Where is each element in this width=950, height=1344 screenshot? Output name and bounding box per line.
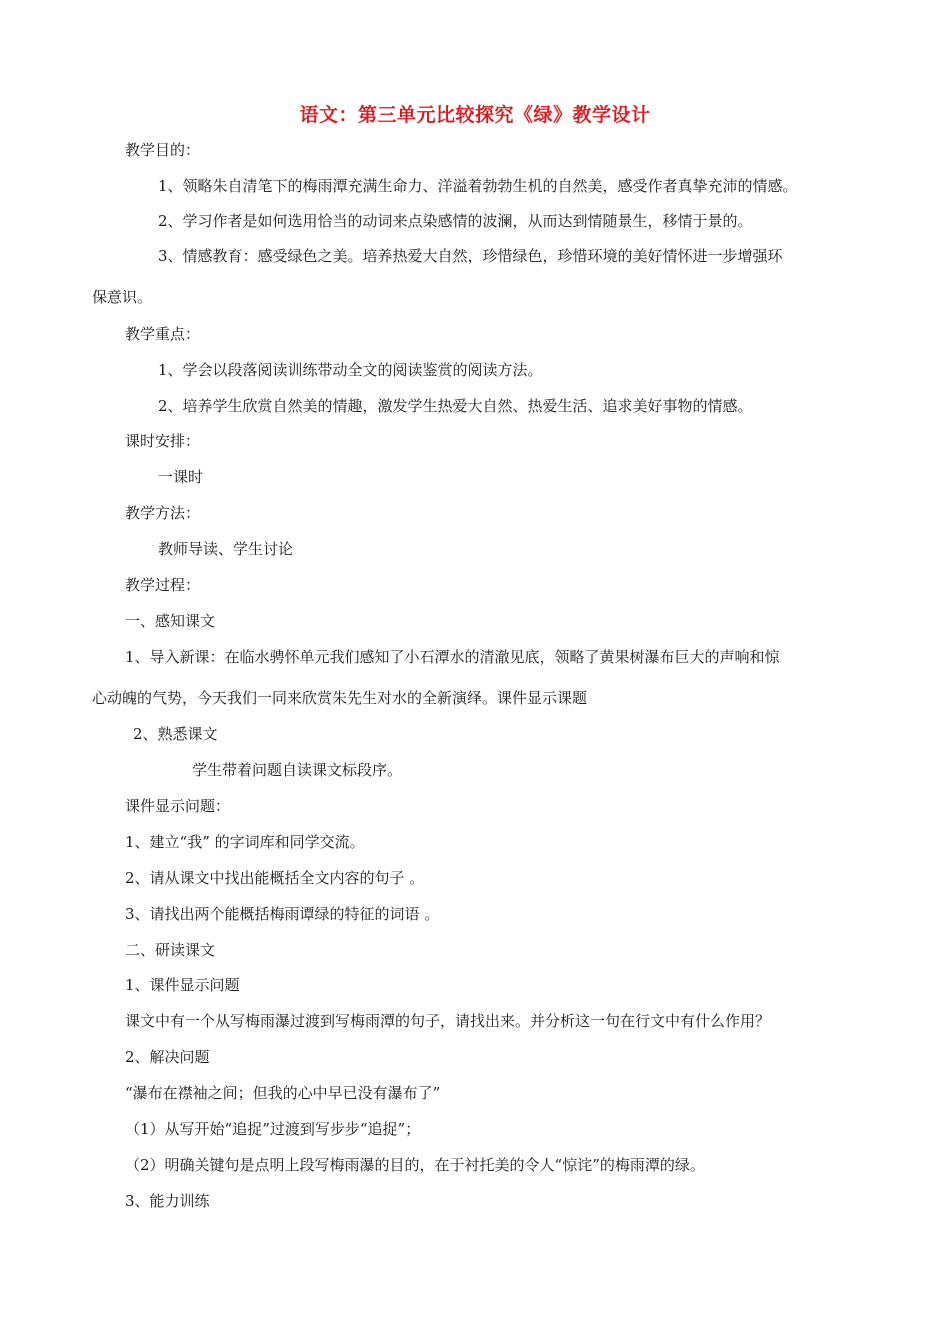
analysis-point-2: （2）明确关键句是点明上段写梅雨瀑的目的，在于衬托美的令人“惊诧”的梅雨潭的绿。 (125, 1156, 705, 1174)
part2-step2: 2、解决问题 (125, 1048, 210, 1066)
part2-step1-detail: 课文中有一个从写梅雨瀑过渡到写梅雨潭的句子，请找出来。并分析这一句在行文中有什么作用？ (125, 1012, 771, 1030)
method-heading: 教学方法： (125, 504, 201, 522)
goal-item-1: 1、领略朱自清笔下的梅雨潭充满生命力、洋溢着勃勃生机的自然美，感受作者真挚充沛的情感。 (158, 177, 798, 195)
step1-text: 1、导入新课：在临水骋怀单元我们感知了小石潭水的清澈见底，领略了黄果树瀑布巨大的声响和惊 (125, 648, 780, 666)
part2-step3: 3、能力训练 (125, 1192, 210, 1210)
process-heading: 教学过程： (125, 576, 201, 594)
goal-item-2: 2、学习作者是如何选用恰当的动词来点染感情的波澜，从而达到情随景生，移情于景的。 (158, 212, 753, 230)
step2-heading: 2、熟悉课文 (133, 725, 218, 743)
schedule-value: 一课时 (158, 468, 204, 486)
goal-item-3: 3、情感教育：感受绿色之美。培养热爱大自然，珍惜绿色，珍惜环境的美好情怀进一步增强环 (158, 247, 783, 265)
focus-item-1: 1、学会以段落阅读训练带动全文的阅读鉴赏的阅读方法。 (158, 361, 543, 379)
step2-detail: 学生带着问题自读课文标段序。 (192, 761, 403, 779)
method-value: 教师导读、学生讨论 (158, 540, 294, 558)
key-quote: “瀑布在襟袖之间；但我的心中早已没有瀑布了” (125, 1084, 441, 1102)
step1-text-continued: 心动魄的气势，今天我们一同来欣赏朱先生对水的全新演绎。课件显示课题 (92, 689, 588, 707)
focus-item-2: 2、培养学生欣赏自然美的情趣，激发学生热爱大自然、热爱生活、追求美好事物的情感。 (158, 397, 753, 415)
part2-step1: 1、课件显示问题 (125, 976, 240, 994)
question-3: 3、请找出两个能概括梅雨谭绿的特征的词语 。 (125, 905, 440, 923)
part1-heading: 一、感知课文 (125, 612, 216, 630)
question-2: 2、请从课文中找出能概括全文内容的句子 。 (125, 869, 425, 887)
focus-heading: 教学重点： (125, 325, 201, 343)
document-title: 语文：第三单元比较探究《绿》教学设计 (299, 104, 651, 126)
analysis-point-1: （1）从写开始“追捉”过渡到写步步“追捉”； (125, 1120, 421, 1138)
goals-heading: 教学目的： (125, 141, 201, 159)
question-1: 1、建立“我” 的字词库和同学交流。 (125, 833, 365, 851)
part2-heading: 二、研读课文 (125, 941, 216, 959)
goal-item-3-continued: 保意识。 (92, 288, 153, 306)
schedule-heading: 课时安排： (125, 432, 201, 450)
questions-heading: 课件显示问题： (125, 797, 231, 815)
